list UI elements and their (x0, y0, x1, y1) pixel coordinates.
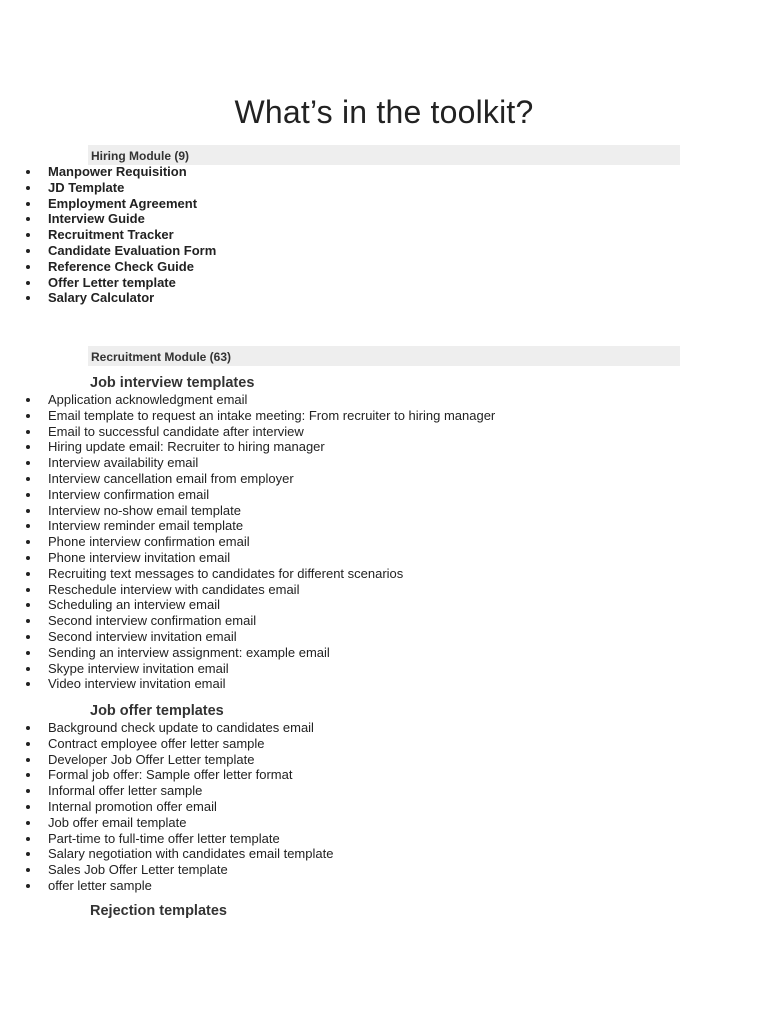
job-offer-templates-list (0, 720, 333, 894)
list-item-interview-template: Reschedule interview with candidates email (0, 582, 495, 598)
list-item-interview-template: Second interview invitation email (0, 629, 495, 645)
list-item-offer-template: offer letter sample (0, 878, 333, 894)
list-item-offer-template: Part-time to full-time offer letter template (0, 831, 333, 847)
section-heading-job-interview: Job interview templates (90, 375, 255, 391)
list-item-interview-template: Hiring update email: Recruiter to hiring manager (0, 439, 495, 455)
hiring-module-list (0, 164, 216, 306)
list-item-interview-template: Phone interview invitation email (0, 550, 495, 566)
list-item-interview-template: Second interview confirmation email (0, 613, 495, 629)
list-item-interview-template: Email template to request an intake meeting: From recruiter to hiring manager (0, 408, 495, 424)
list-item-offer-template: Internal promotion offer email (0, 799, 333, 815)
page-title: What’s in the toolkit? (234, 94, 534, 130)
list-item-offer-template: Developer Job Offer Letter template (0, 752, 333, 768)
section-heading-job-offer: Job offer templates (90, 703, 224, 719)
job-interview-templates-list (0, 392, 495, 692)
list-item-interview-template: Application acknowledgment email (0, 392, 495, 408)
list-item-interview-template: Recruiting text messages to candidates for different scenarios (0, 566, 495, 582)
list-item-offer-template: Job offer email template (0, 815, 333, 831)
list-item-hiring: JD Template (0, 180, 216, 196)
list-item-hiring: Reference Check Guide (0, 259, 216, 275)
list-item-interview-template: Sending an interview assignment: example email (0, 645, 495, 661)
list-item-hiring: Manpower Requisition (0, 164, 216, 180)
list-item-interview-template: Interview cancellation email from employer (0, 471, 495, 487)
list-item-interview-template: Scheduling an interview email (0, 597, 495, 613)
hiring-module-header: Hiring Module (9) (88, 145, 680, 165)
section-heading-rejection: Rejection templates (90, 903, 227, 919)
list-item-hiring: Salary Calculator (0, 290, 216, 306)
list-item-offer-template: Sales Job Offer Letter template (0, 862, 333, 878)
recruitment-module-header: Recruitment Module (63) (88, 346, 680, 366)
list-item-hiring: Offer Letter template (0, 275, 216, 291)
list-item-interview-template: Phone interview confirmation email (0, 534, 495, 550)
list-item-interview-template: Interview availability email (0, 455, 495, 471)
list-item-hiring: Recruitment Tracker (0, 227, 216, 243)
list-item-interview-template: Interview confirmation email (0, 487, 495, 503)
list-item-offer-template: Background check update to candidates email (0, 720, 333, 736)
list-item-interview-template: Video interview invitation email (0, 676, 495, 692)
list-item-hiring: Candidate Evaluation Form (0, 243, 216, 259)
list-item-interview-template: Interview reminder email template (0, 518, 495, 534)
list-item-offer-template: Formal job offer: Sample offer letter format (0, 767, 333, 783)
list-item-hiring: Interview Guide (0, 211, 216, 227)
list-item-interview-template: Email to successful candidate after interview (0, 424, 495, 440)
list-item-hiring: Employment Agreement (0, 196, 216, 212)
list-item-offer-template: Salary negotiation with candidates email template (0, 846, 333, 862)
list-item-interview-template: Skype interview invitation email (0, 661, 495, 677)
list-item-interview-template: Interview no-show email template (0, 503, 495, 519)
list-item-offer-template: Contract employee offer letter sample (0, 736, 333, 752)
list-item-offer-template: Informal offer letter sample (0, 783, 333, 799)
